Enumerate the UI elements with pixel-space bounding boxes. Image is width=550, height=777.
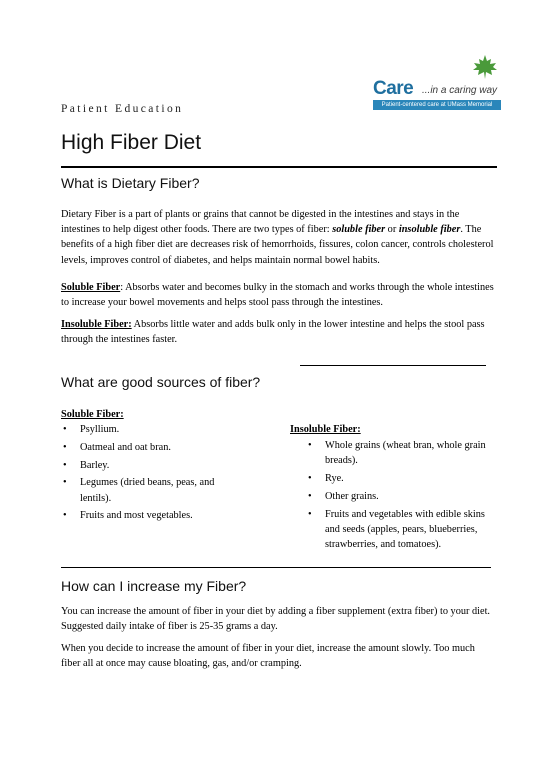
list-item: • Whole grains (wheat bran, whole grain breads). bbox=[306, 438, 496, 468]
logo-subline: Patient-centered care at UMass Memorial bbox=[373, 100, 501, 110]
patient-education-label: Patient Education bbox=[61, 103, 184, 115]
insoluble-fiber-label: Insoluble Fiber: bbox=[61, 319, 132, 330]
title-divider bbox=[61, 166, 497, 168]
insoluble-fiber-list bbox=[306, 438, 496, 555]
soluble-fiber-heading: Soluble Fiber: bbox=[61, 409, 124, 420]
list-item: • Fruits and most vegetables. bbox=[61, 508, 246, 523]
page-title: High Fiber Diet bbox=[61, 131, 202, 154]
increase-fiber-paragraph-1: You can increase the amount of fiber in your diet by adding a fiber supplement (extra fiber) to your diet. Suggested daily intake of fiber is 25-35 grams a day. bbox=[61, 606, 491, 633]
list-item: • Rye. bbox=[306, 471, 496, 486]
insoluble-fiber-term: insoluble fiber bbox=[398, 224, 461, 236]
insoluble-fiber-heading: Insoluble Fiber: bbox=[290, 424, 361, 435]
logo-tagline: ...in a caring way bbox=[422, 85, 498, 96]
dietary-fiber-intro: Dietary Fiber is a part of plants or grains that cannot be digested in the intestines and stays in the intestines to help digest other foods. There are two types of fiber: soluble fiber or insoluble fiber. The benefits of a high fiber diet are decreases risk of hemorrhoids, fissures, colon cancer, controls cholesterol levels, improves control of diabetes, and helps maintain normal bowel habits. bbox=[61, 209, 494, 266]
care-logo bbox=[368, 54, 508, 112]
section-divider bbox=[300, 365, 486, 366]
section-heading-fiber-sources: What are good sources of fiber? bbox=[61, 374, 261, 390]
section-heading-dietary-fiber: What is Dietary Fiber? bbox=[61, 175, 200, 191]
increase-fiber-paragraph-2: When you decide to increase the amount of fiber in your diet, increase the amount slowly. Too much fiber all at once may cause bloating, gas, and/or cramping. bbox=[61, 643, 475, 670]
section-heading-increase-fiber: How can I increase my Fiber? bbox=[61, 578, 247, 594]
soluble-fiber-definition: Soluble Fiber: Absorbs water and becomes bulky in the stomach and works through the whole intestines to increase your bowel movements and helps stool pass through the intestines. bbox=[61, 282, 494, 309]
logo-word: Care bbox=[373, 78, 414, 99]
list-item: • Fruits and vegetables with edible skins and seeds (apples, pears, blueberries, strawberries, and tomatoes). bbox=[306, 507, 496, 553]
list-item: • Barley. bbox=[61, 458, 246, 473]
soluble-fiber-list bbox=[61, 422, 246, 526]
list-item: • Legumes (dried beans, peas, and lentils). bbox=[61, 475, 246, 505]
soluble-fiber-term: soluble fiber bbox=[332, 224, 386, 236]
list-item: • Other grains. bbox=[306, 489, 496, 504]
soluble-fiber-label: Soluble Fiber bbox=[61, 282, 121, 293]
list-item: • Psyllium. bbox=[61, 422, 246, 437]
section-divider bbox=[61, 567, 491, 568]
list-item: • Oatmeal and oat bran. bbox=[61, 440, 246, 455]
insoluble-fiber-definition: Insoluble Fiber: Absorbs little water and adds bulk only in the lower intestine and helps the stool pass through the intestines faster. bbox=[61, 319, 485, 346]
maple-leaf-icon bbox=[472, 54, 498, 80]
